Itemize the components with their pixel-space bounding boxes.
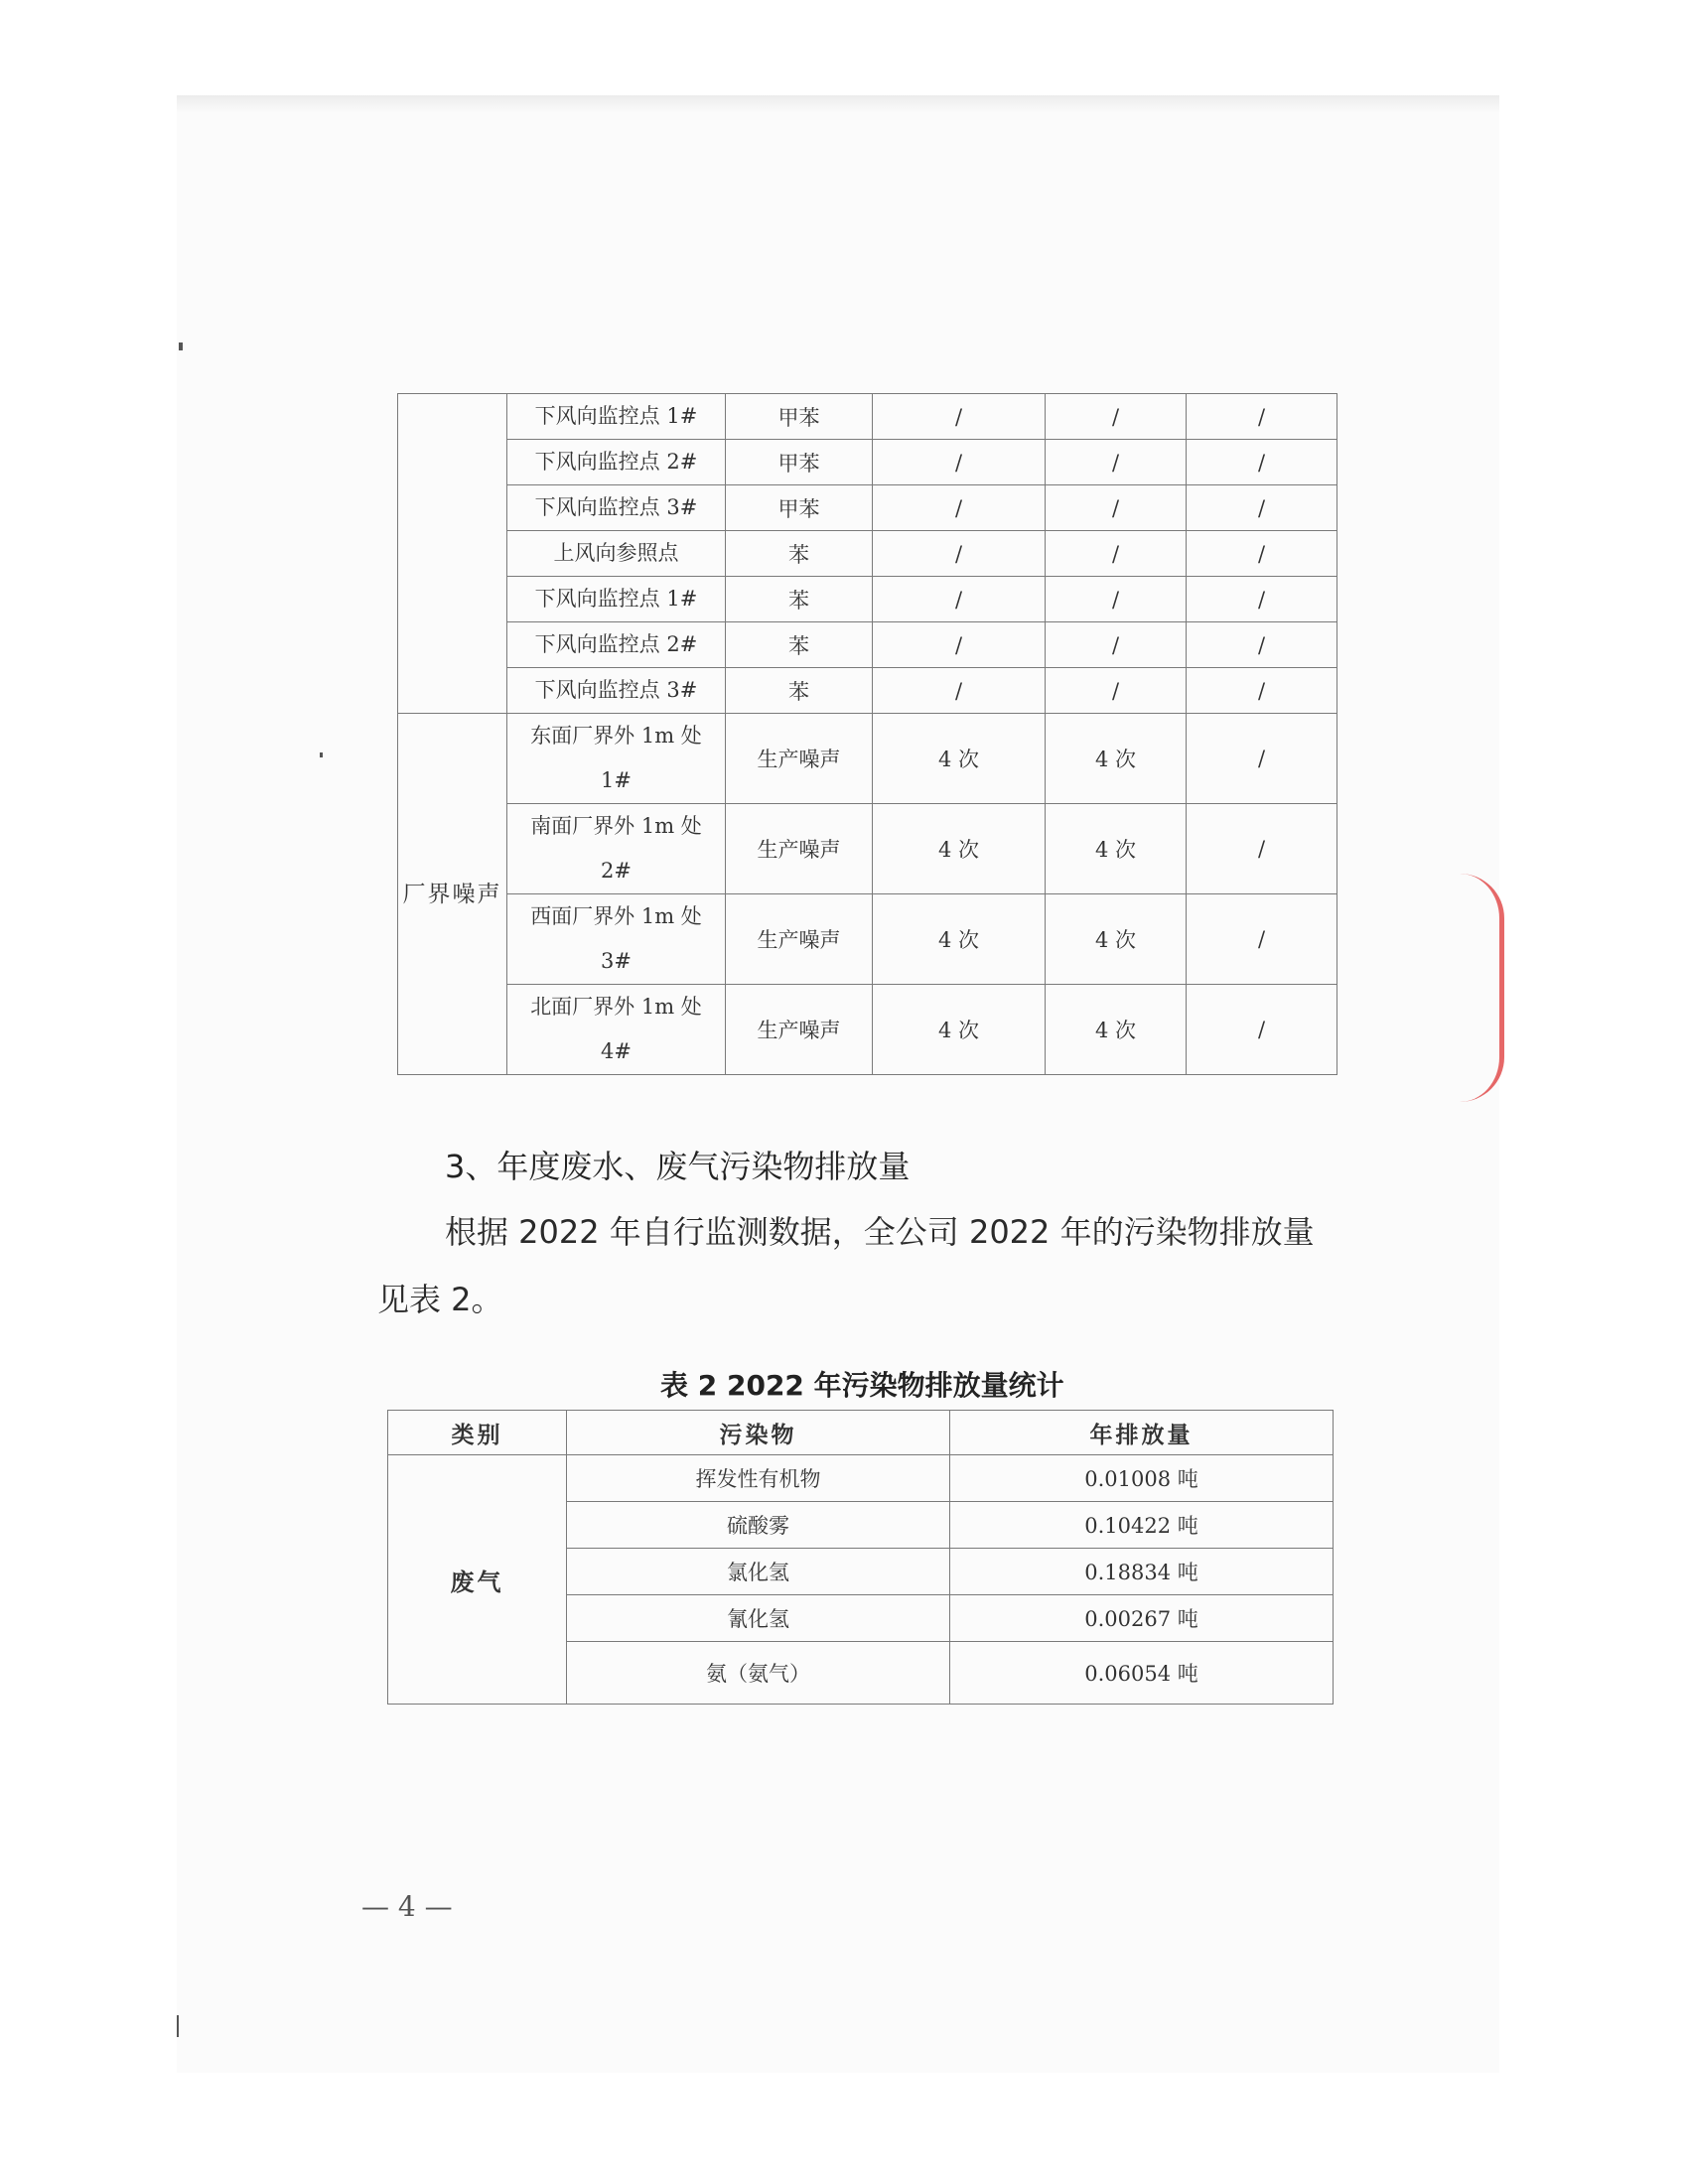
pollutant-cell: 硫酸雾 [567,1502,950,1549]
emission-table [387,1410,1334,1705]
value-cell: / [1187,894,1337,985]
value-cell: / [1046,622,1187,668]
pollutant-cell: 氰化氢 [567,1595,950,1642]
monitoring-item-cell: 甲苯 [726,440,873,485]
monitoring-point-cell: 下风向监控点 1# [507,577,726,622]
monitoring-item-cell: 生产噪声 [726,985,873,1075]
table-caption: 表 2 2022 年污染物排放量统计 [660,1369,1064,1402]
paragraph-line: 见表 2。 [377,1281,503,1318]
monitoring-item-cell: 甲苯 [726,394,873,440]
value-cell: 4 次 [873,894,1046,985]
amount-cell: 0.18834 吨 [950,1549,1334,1595]
monitoring-item-cell: 苯 [726,668,873,714]
table-row [398,668,1337,714]
value-cell: / [873,394,1046,440]
pollutant-cell: 氨（氨气） [567,1642,950,1705]
value-cell: / [1187,668,1337,714]
monitoring-point-cell: 东面厂界外 1m 处 1# [507,714,726,804]
value-cell: / [873,440,1046,485]
monitoring-point-cell: 西面厂界外 1m 处 3# [507,894,726,985]
value-cell: / [873,577,1046,622]
category-cell: 废气 [388,1455,567,1705]
value-cell: / [1046,577,1187,622]
value-cell: 4 次 [1046,985,1187,1075]
noise-group-cell: 厂界噪声 [398,714,507,1075]
monitoring-item-cell: 生产噪声 [726,894,873,985]
monitoring-point-cell: 下风向监控点 3# [507,485,726,531]
pollutant-cell: 氯化氢 [567,1549,950,1595]
table-row [398,985,1337,1075]
paragraph-line: 根据 2022 年自行监测数据，全公司 2022 年的污染物排放量 [445,1213,1315,1251]
monitoring-item-cell: 生产噪声 [726,804,873,894]
scan-mark [320,752,323,757]
value-cell: / [1187,577,1337,622]
value-cell: / [873,668,1046,714]
table-row [398,714,1337,804]
monitoring-item-cell: 苯 [726,577,873,622]
value-cell: / [1187,531,1337,577]
value-cell: / [1046,440,1187,485]
emission-table-body [388,1455,1334,1705]
table-row [398,394,1337,440]
table-row [398,804,1337,894]
page-number: — 4 — [361,1890,453,1923]
amount-cell: 0.06054 吨 [950,1642,1334,1705]
monitoring-item-cell: 苯 [726,622,873,668]
header-pollutant: 污染物 [567,1411,950,1455]
red-seal-stamp [1460,874,1504,1102]
value-cell: / [1187,804,1337,894]
monitoring-item-cell: 甲苯 [726,485,873,531]
monitoring-point-cell: 南面厂界外 1m 处 2# [507,804,726,894]
value-cell: / [873,485,1046,531]
amount-cell: 0.00267 吨 [950,1595,1334,1642]
group-cell-empty [398,394,507,714]
table-row [398,485,1337,531]
monitoring-point-cell: 下风向监控点 1# [507,394,726,440]
monitoring-item-cell: 生产噪声 [726,714,873,804]
table-row [388,1455,1334,1502]
monitoring-table-body [398,394,1337,1075]
monitoring-table [397,393,1337,1075]
value-cell: / [873,622,1046,668]
monitoring-item-cell: 苯 [726,531,873,577]
pollutant-cell: 挥发性有机物 [567,1455,950,1502]
value-cell: / [1046,394,1187,440]
section-heading: 3、年度废水、废气污染物排放量 [445,1148,911,1185]
value-cell: 4 次 [873,804,1046,894]
value-cell: 4 次 [1046,804,1187,894]
value-cell: / [1187,394,1337,440]
value-cell: 4 次 [1046,894,1187,985]
monitoring-point-cell: 下风向监控点 2# [507,622,726,668]
value-cell: / [1187,485,1337,531]
scan-mark [177,2015,179,2037]
value-cell: / [1187,714,1337,804]
header-amount: 年排放量 [950,1411,1334,1455]
table-header-row [388,1411,1334,1455]
table-row [398,440,1337,485]
table-row [398,622,1337,668]
table-row [398,894,1337,985]
monitoring-point-cell: 下风向监控点 3# [507,668,726,714]
value-cell: / [1046,485,1187,531]
value-cell: 4 次 [873,985,1046,1075]
value-cell: / [1187,985,1337,1075]
header-category: 类别 [388,1411,567,1455]
monitoring-point-cell: 上风向参照点 [507,531,726,577]
value-cell: / [1187,622,1337,668]
value-cell: 4 次 [873,714,1046,804]
table-row [398,577,1337,622]
page-top-edge [177,95,1499,113]
value-cell: 4 次 [1046,714,1187,804]
value-cell: / [1046,531,1187,577]
value-cell: / [873,531,1046,577]
amount-cell: 0.10422 吨 [950,1502,1334,1549]
amount-cell: 0.01008 吨 [950,1455,1334,1502]
scan-mark [179,342,183,350]
monitoring-point-cell: 北面厂界外 1m 处 4# [507,985,726,1075]
value-cell: / [1187,440,1337,485]
value-cell: / [1046,668,1187,714]
monitoring-point-cell: 下风向监控点 2# [507,440,726,485]
table-row [398,531,1337,577]
